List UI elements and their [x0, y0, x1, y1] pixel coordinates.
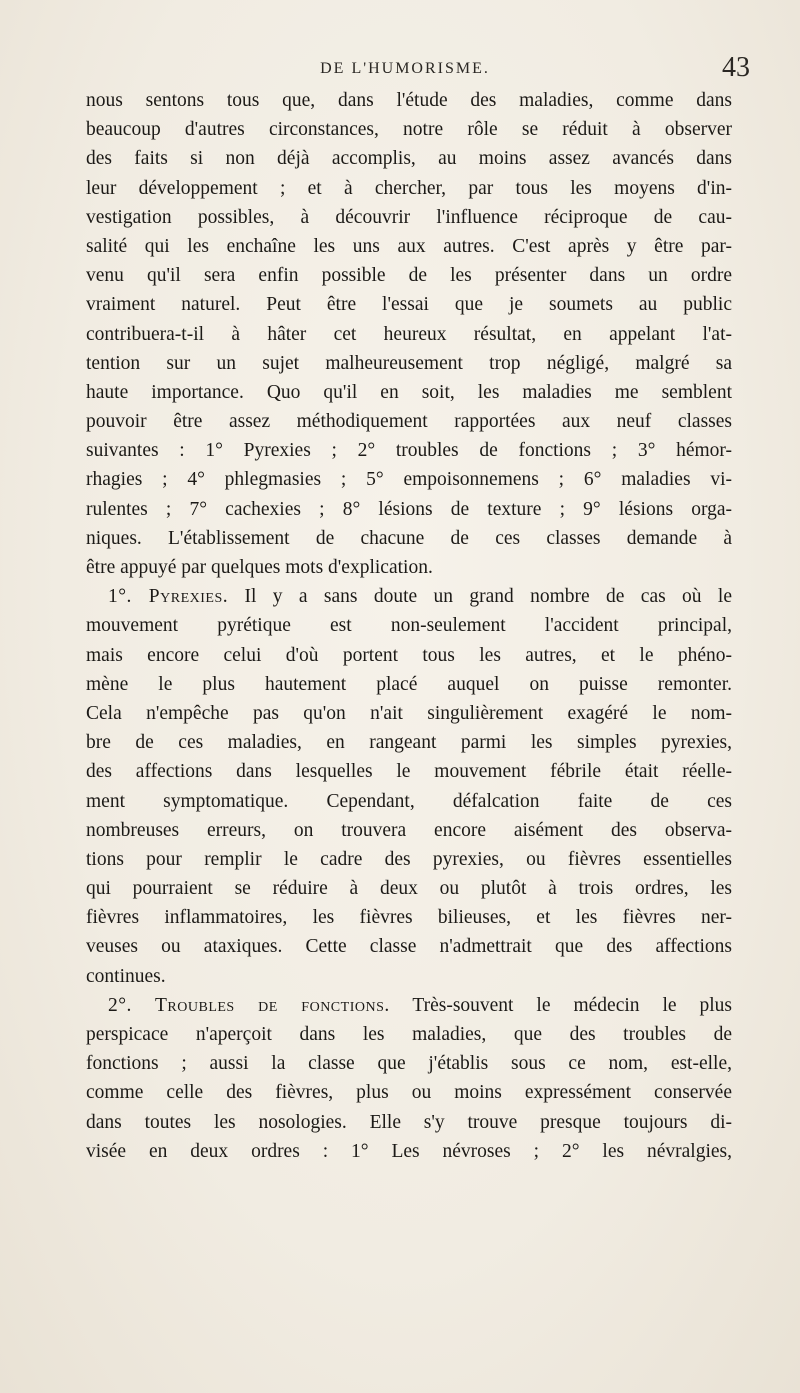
text-line: beaucoup d'autres circonstances, notre rôle se réduit à observer	[86, 119, 732, 141]
text-line: comme celle des fièvres, plus ou moins expressément conservée	[86, 1082, 732, 1104]
text-line: dans toutes les nosologies. Elle s'y trouve presque toujours di-	[86, 1111, 732, 1133]
section-2-first-line	[86, 991, 732, 1020]
section-heading-troubles-de-fonctions: 2°. Troubles de fonctions.	[108, 994, 390, 1016]
text-line: bre de ces maladies, en rangeant parmi les simples pyrexies,	[86, 732, 732, 754]
text-line: fièvres inflammatoires, les fièvres bilieuses, et les fièvres ner-	[86, 907, 732, 929]
text-line: venu qu'il sera enfin possible de les présenter dans un ordre	[86, 265, 732, 287]
text-line: des affections dans lesquelles le mouvement fébrile était réelle-	[86, 761, 732, 783]
text-line: suivantes : 1° Pyrexies ; 2° troubles de fonctions ; 3° hémor-	[86, 440, 732, 462]
text-line: tions pour remplir le cadre des pyrexies, ou fièvres essentielles	[86, 848, 732, 870]
text-line: Il y a sans doute un grand nombre de cas où le	[244, 586, 732, 608]
text-line: nombreuses erreurs, on trouvera encore aisément des observa-	[86, 819, 732, 841]
text-line: niques. L'établissement de chacune de ces classes demande à	[86, 527, 732, 549]
text-line: haute importance. Quo qu'il en soit, les maladies me semblent	[86, 381, 732, 403]
text-line: veuses ou ataxiques. Cette classe n'admettrait que des affections	[86, 936, 732, 958]
text-line: fonctions ; aussi la classe que j'établis sous ce nom, est-elle,	[86, 1053, 732, 1075]
text-line: Très-souvent le médecin le plus	[412, 994, 733, 1016]
text-line: mais encore celui d'où portent tous les autres, et le phéno-	[86, 644, 732, 666]
text-line: être appuyé par quelques mots d'explication.	[86, 557, 433, 578]
body-text	[86, 86, 732, 1166]
text-line: rulentes ; 7° cachexies ; 8° lésions de texture ; 9° lésions orga-	[86, 498, 732, 520]
text-line: leur développement ; et à chercher, par tous les moyens d'in-	[86, 177, 732, 199]
text-line: qui pourraient se réduire à deux ou plutôt à trois ordres, les	[86, 878, 732, 900]
text-line: nous sentons tous que, dans l'étude des maladies, comme dans	[86, 90, 732, 111]
text-line: salité qui les enchaîne les uns aux autres. C'est après y être par-	[86, 235, 732, 257]
text-line: Cela n'empêche pas qu'on n'ait singulièrement exagéré le nom-	[86, 702, 732, 724]
page-number: 43	[722, 52, 750, 83]
text-line: mouvement pyrétique est non-seulement l'accident principal,	[86, 615, 732, 637]
section-1-first-line	[86, 582, 732, 611]
text-line: tention sur un sujet malheureusement trop négligé, malgré sa	[86, 352, 732, 374]
text-line: pouvoir être assez méthodiquement rapportées aux neuf classes	[86, 411, 732, 433]
text-line: vraiment naturel. Peut être l'essai que je soumets au public	[86, 294, 732, 316]
text-line: des faits si non déjà accomplis, au moins assez avancés dans	[86, 148, 732, 170]
text-line: contribuera-t-il à hâter cet heureux résultat, en appelant l'at-	[86, 323, 732, 345]
text-line: mène le plus hautement placé auquel on puisse remonter.	[86, 673, 732, 695]
text-line: rhagies ; 4° phlegmasies ; 5° empoisonnemens ; 6° maladies vi-	[86, 469, 732, 491]
text-line: vestigation possibles, à découvrir l'influence réciproque de cau-	[86, 206, 732, 228]
text-line: continues.	[86, 965, 166, 987]
running-title: DE L'HUMORISME.	[320, 60, 490, 77]
text-line: perspicace n'aperçoit dans les maladies, que des troubles de	[86, 1024, 732, 1045]
text-line: ment symptomatique. Cependant, défalcation faite de ces	[86, 790, 732, 812]
section-heading-pyrexies: 1°. Pyrexies.	[108, 586, 229, 608]
text-line: visée en deux ordres : 1° Les névroses ; 2° les névralgies,	[86, 1140, 732, 1162]
